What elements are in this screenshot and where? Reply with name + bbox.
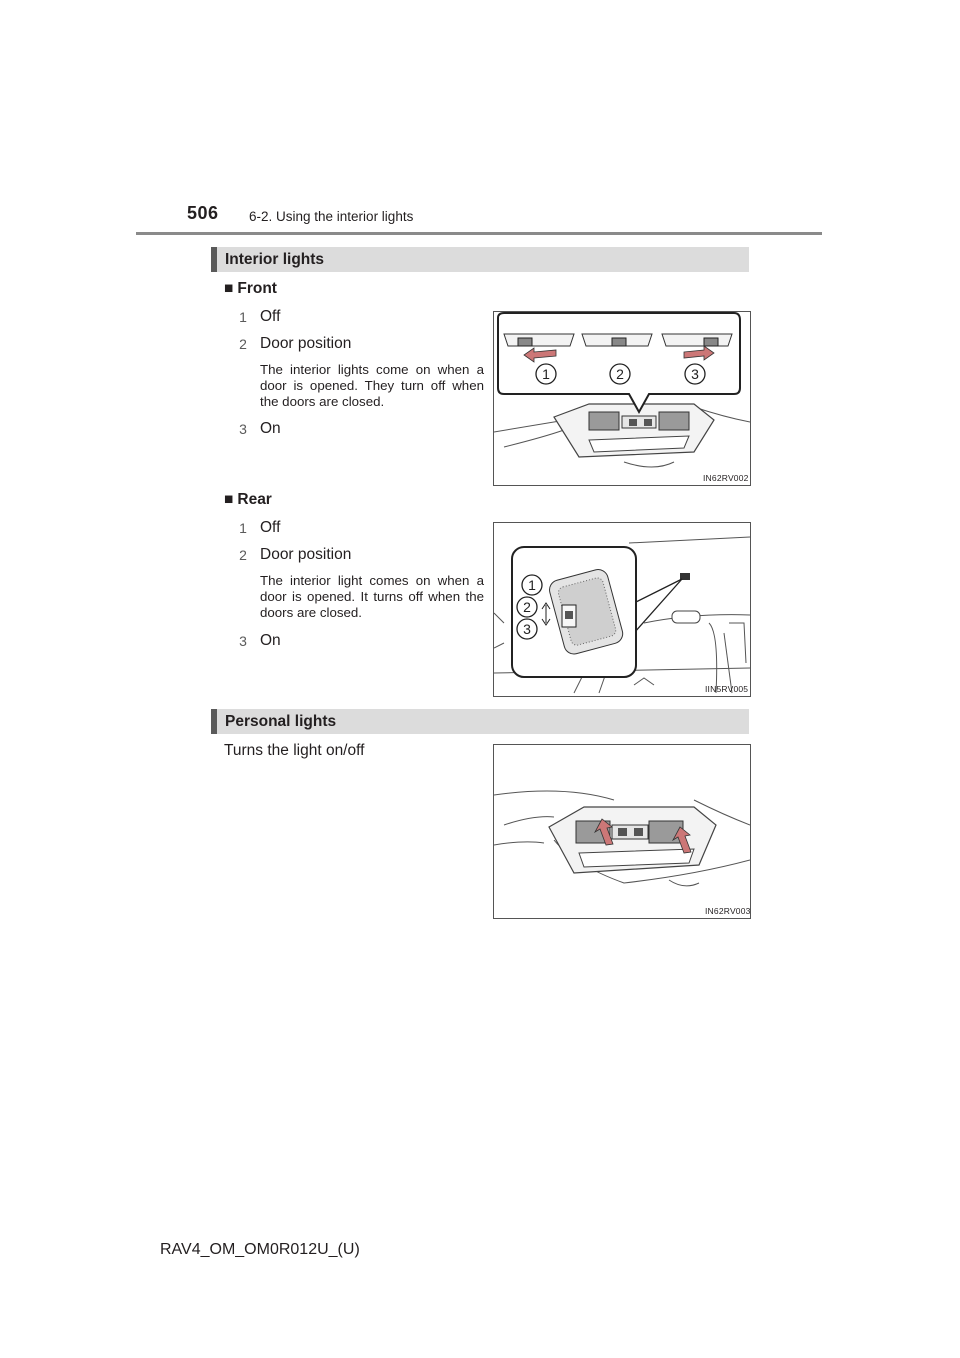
step-label-on: On bbox=[260, 632, 281, 649]
square-bullet-icon: ■ bbox=[224, 280, 234, 297]
section-title: Interior lights bbox=[225, 251, 325, 268]
step-label-door-position: Door position bbox=[260, 335, 352, 352]
step-note-door-position: The interior light comes on when a door is opened. It turns off when the doors are closed. bbox=[260, 573, 484, 620]
header-rule bbox=[136, 232, 822, 235]
front-interior-light-illustration bbox=[493, 311, 751, 486]
page-number: 506 bbox=[187, 203, 219, 223]
callout-1: 1 bbox=[542, 366, 550, 382]
section-bar-interior-lights bbox=[211, 247, 749, 272]
step-number-3: 3 bbox=[239, 633, 247, 649]
step-label-door-position: Door position bbox=[260, 546, 352, 563]
step-note-door-position: The interior lights come on when a door is opened. They turn off when the doors are closed. bbox=[260, 362, 484, 409]
personal-lights-description: Turns the light on/off bbox=[224, 742, 365, 759]
callout-2: 2 bbox=[616, 366, 624, 382]
subheading-front: ■ Front bbox=[224, 280, 277, 297]
step-number-1: 1 bbox=[239, 309, 247, 325]
step-label-off: Off bbox=[260, 308, 281, 325]
step-number-2: 2 bbox=[239, 336, 247, 352]
callout-1: 1 bbox=[528, 577, 536, 593]
callout-3: 3 bbox=[691, 366, 699, 382]
callout-3: 3 bbox=[523, 621, 531, 637]
section-bar-personal-lights bbox=[211, 709, 749, 734]
rear-interior-light-illustration bbox=[493, 522, 751, 697]
image-code: IN62RV002 bbox=[703, 473, 749, 483]
document-code: RAV4_OM_OM0R012U_(U) bbox=[160, 1241, 360, 1258]
image-code: IN62RV003 bbox=[705, 906, 751, 916]
step-number-3: 3 bbox=[239, 421, 247, 437]
subheading-rear: ■ Rear bbox=[224, 491, 272, 508]
step-label-off: Off bbox=[260, 519, 281, 536]
step-number-1: 1 bbox=[239, 520, 247, 536]
section-title: Personal lights bbox=[225, 713, 337, 730]
step-label-on: On bbox=[260, 420, 281, 437]
section-reference: 6-2. Using the interior lights bbox=[249, 209, 414, 224]
personal-light-illustration bbox=[493, 744, 751, 919]
callout-2: 2 bbox=[523, 599, 531, 615]
image-code: IIN5RV005 bbox=[705, 684, 749, 694]
square-bullet-icon: ■ bbox=[224, 491, 234, 508]
step-number-2: 2 bbox=[239, 547, 247, 563]
